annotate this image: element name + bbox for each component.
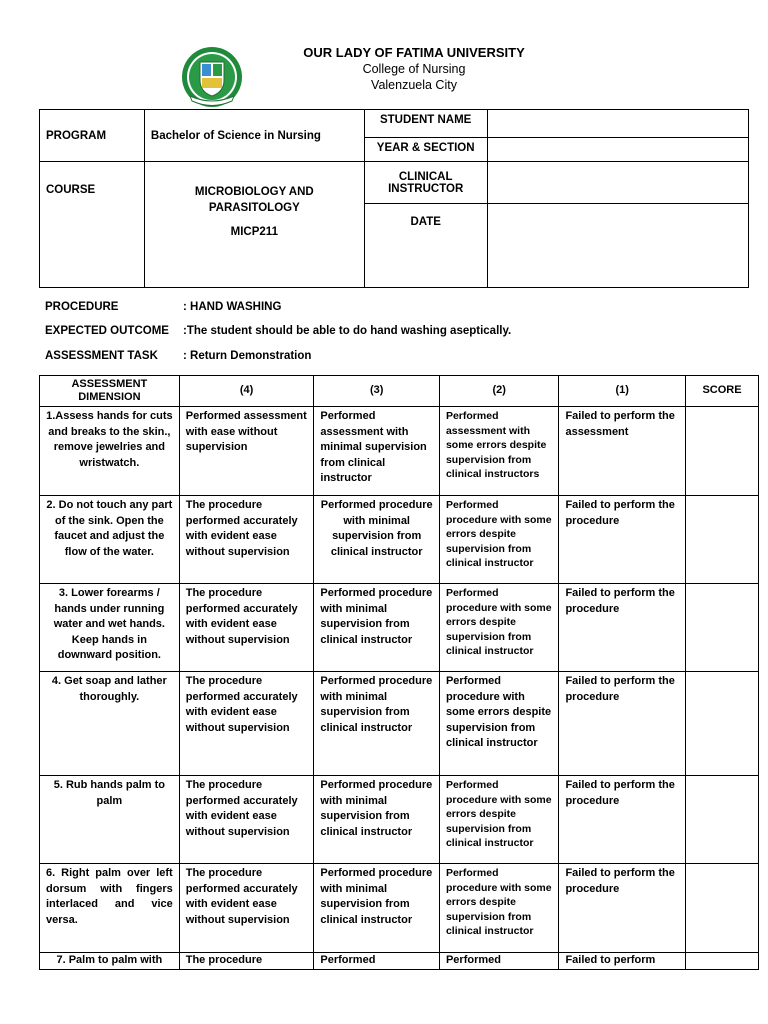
student-name-field[interactable]	[487, 110, 748, 138]
table-row	[40, 584, 759, 672]
criteria-3: Performed procedure with minimal supervision from clinical instructor	[314, 776, 440, 864]
criteria-3: Performed procedure with minimal supervision from clinical instructor	[314, 864, 440, 953]
header-score-1: (1)	[559, 376, 686, 407]
task-label: ASSESSMENT TASK	[45, 350, 158, 362]
table-row	[40, 407, 759, 496]
criteria-2: Performed procedure with some errors despite supervision from clinical instructor	[439, 864, 558, 953]
table-row	[40, 496, 759, 584]
outcome-label: EXPECTED OUTCOME	[45, 325, 169, 337]
info-table	[39, 109, 749, 288]
criteria-4: The procedure performed accurately with evident ease without supervision	[179, 584, 314, 672]
criteria-3: Performed procedure with minimal supervision from clinical instructor	[314, 496, 440, 584]
criteria-1: Failed to perform	[559, 953, 686, 970]
score-cell[interactable]	[686, 496, 759, 584]
table-row	[40, 776, 759, 864]
criteria-1: Failed to perform the procedure	[559, 584, 686, 672]
clinical-instructor-field[interactable]	[487, 162, 748, 204]
criteria-4: The procedure performed accurately with evident ease without supervision	[179, 776, 314, 864]
criteria-1: Failed to perform the procedure	[559, 776, 686, 864]
score-cell[interactable]	[686, 672, 759, 776]
criteria-4: The procedure	[179, 953, 314, 970]
date-label: DATE	[364, 204, 487, 288]
year-section-label: YEAR & SECTION	[364, 138, 487, 162]
criteria-2: Performed procedure with some errors despite supervision from clinical instructor	[439, 496, 558, 584]
table-row	[40, 953, 759, 970]
rubric-table	[39, 375, 759, 970]
outcome-value: :The student should be able to do hand washing aseptically.	[183, 325, 512, 337]
dimension-1: 1.Assess hands for cuts and breaks to the skin., remove jewelries and wristwatch.	[40, 407, 180, 496]
score-cell[interactable]	[686, 776, 759, 864]
criteria-2: Performed	[439, 953, 558, 970]
criteria-4: The procedure performed accurately with evident ease without supervision	[179, 864, 314, 953]
city-name: Valenzuela City	[371, 78, 457, 92]
header-score: SCORE	[686, 376, 759, 407]
procedure-value: : HAND WASHING	[183, 301, 282, 313]
criteria-1: Failed to perform the procedure	[559, 672, 686, 776]
task-line	[45, 350, 311, 362]
dimension-4: 4. Get soap and lather thoroughly.	[40, 672, 180, 776]
year-section-field[interactable]	[487, 138, 748, 162]
procedure-line	[45, 301, 281, 313]
university-name: OUR LADY OF FATIMA UNIVERSITY	[303, 45, 525, 60]
criteria-2: Performed assessment with some errors despite supervision from clinical instructors	[439, 407, 558, 496]
criteria-4: Performed assessment with ease without supervision	[179, 407, 314, 496]
criteria-1: Failed to perform the procedure	[559, 864, 686, 953]
criteria-2: Performed procedure with some errors despite supervision from clinical instructor	[439, 776, 558, 864]
criteria-3: Performed procedure with minimal supervision from clinical instructor	[314, 672, 440, 776]
dimension-6: 6. Right palm over left dorsum with fingers interlaced and vice versa.	[40, 864, 180, 953]
criteria-1: Failed to perform the assessment	[559, 407, 686, 496]
criteria-4: The procedure performed accurately with evident ease without supervision	[179, 672, 314, 776]
course-title: MICROBIOLOGY AND PARASITOLOGY	[194, 186, 314, 214]
college-name: College of Nursing	[362, 62, 466, 76]
score-cell[interactable]	[686, 864, 759, 953]
score-cell[interactable]	[686, 407, 759, 496]
outcome-line	[45, 325, 511, 337]
dimension-2: 2. Do not touch any part of the sink. Open the faucet and adjust the flow of the water.	[40, 496, 180, 584]
score-cell[interactable]	[686, 953, 759, 970]
dimension-3: 3. Lower forearms / hands under running water and wet hands. Keep hands in downward position.	[40, 584, 180, 672]
clinical-instructor-label: CLINICAL INSTRUCTOR	[364, 162, 487, 204]
header-score-4: (4)	[179, 376, 314, 407]
header-score-2: (2)	[439, 376, 558, 407]
course-code: MICP211	[230, 226, 278, 238]
criteria-3: Performed assessment with minimal supervision from clinical instructor	[314, 407, 440, 496]
header-dimension: ASSESSMENT DIMENSION	[40, 376, 180, 407]
table-row	[40, 864, 759, 953]
task-value: : Return Demonstration	[183, 350, 312, 362]
criteria-4: The procedure performed accurately with evident ease without supervision	[179, 496, 314, 584]
criteria-1: Failed to perform the procedure	[559, 496, 686, 584]
date-field[interactable]	[487, 204, 748, 288]
criteria-2: Performed procedure with some errors despite supervision from clinical instructor	[439, 584, 558, 672]
dimension-5: 5. Rub hands palm to palm	[40, 776, 180, 864]
criteria-3: Performed	[314, 953, 440, 970]
table-row	[40, 672, 759, 776]
header-score-3: (3)	[314, 376, 440, 407]
student-name-label: STUDENT NAME	[364, 110, 487, 138]
rubric-header-row	[40, 376, 759, 407]
dimension-7: 7. Palm to palm with	[40, 953, 180, 970]
program-value: Bachelor of Science in Nursing	[144, 110, 364, 162]
criteria-3: Performed procedure with minimal supervision from clinical instructor	[314, 584, 440, 672]
procedure-label: PROCEDURE	[45, 301, 119, 313]
criteria-2: Performed procedure with some errors despite supervision from clinical instructor	[439, 672, 558, 776]
score-cell[interactable]	[686, 584, 759, 672]
program-label: PROGRAM	[40, 110, 145, 162]
course-label: COURSE	[40, 162, 145, 288]
